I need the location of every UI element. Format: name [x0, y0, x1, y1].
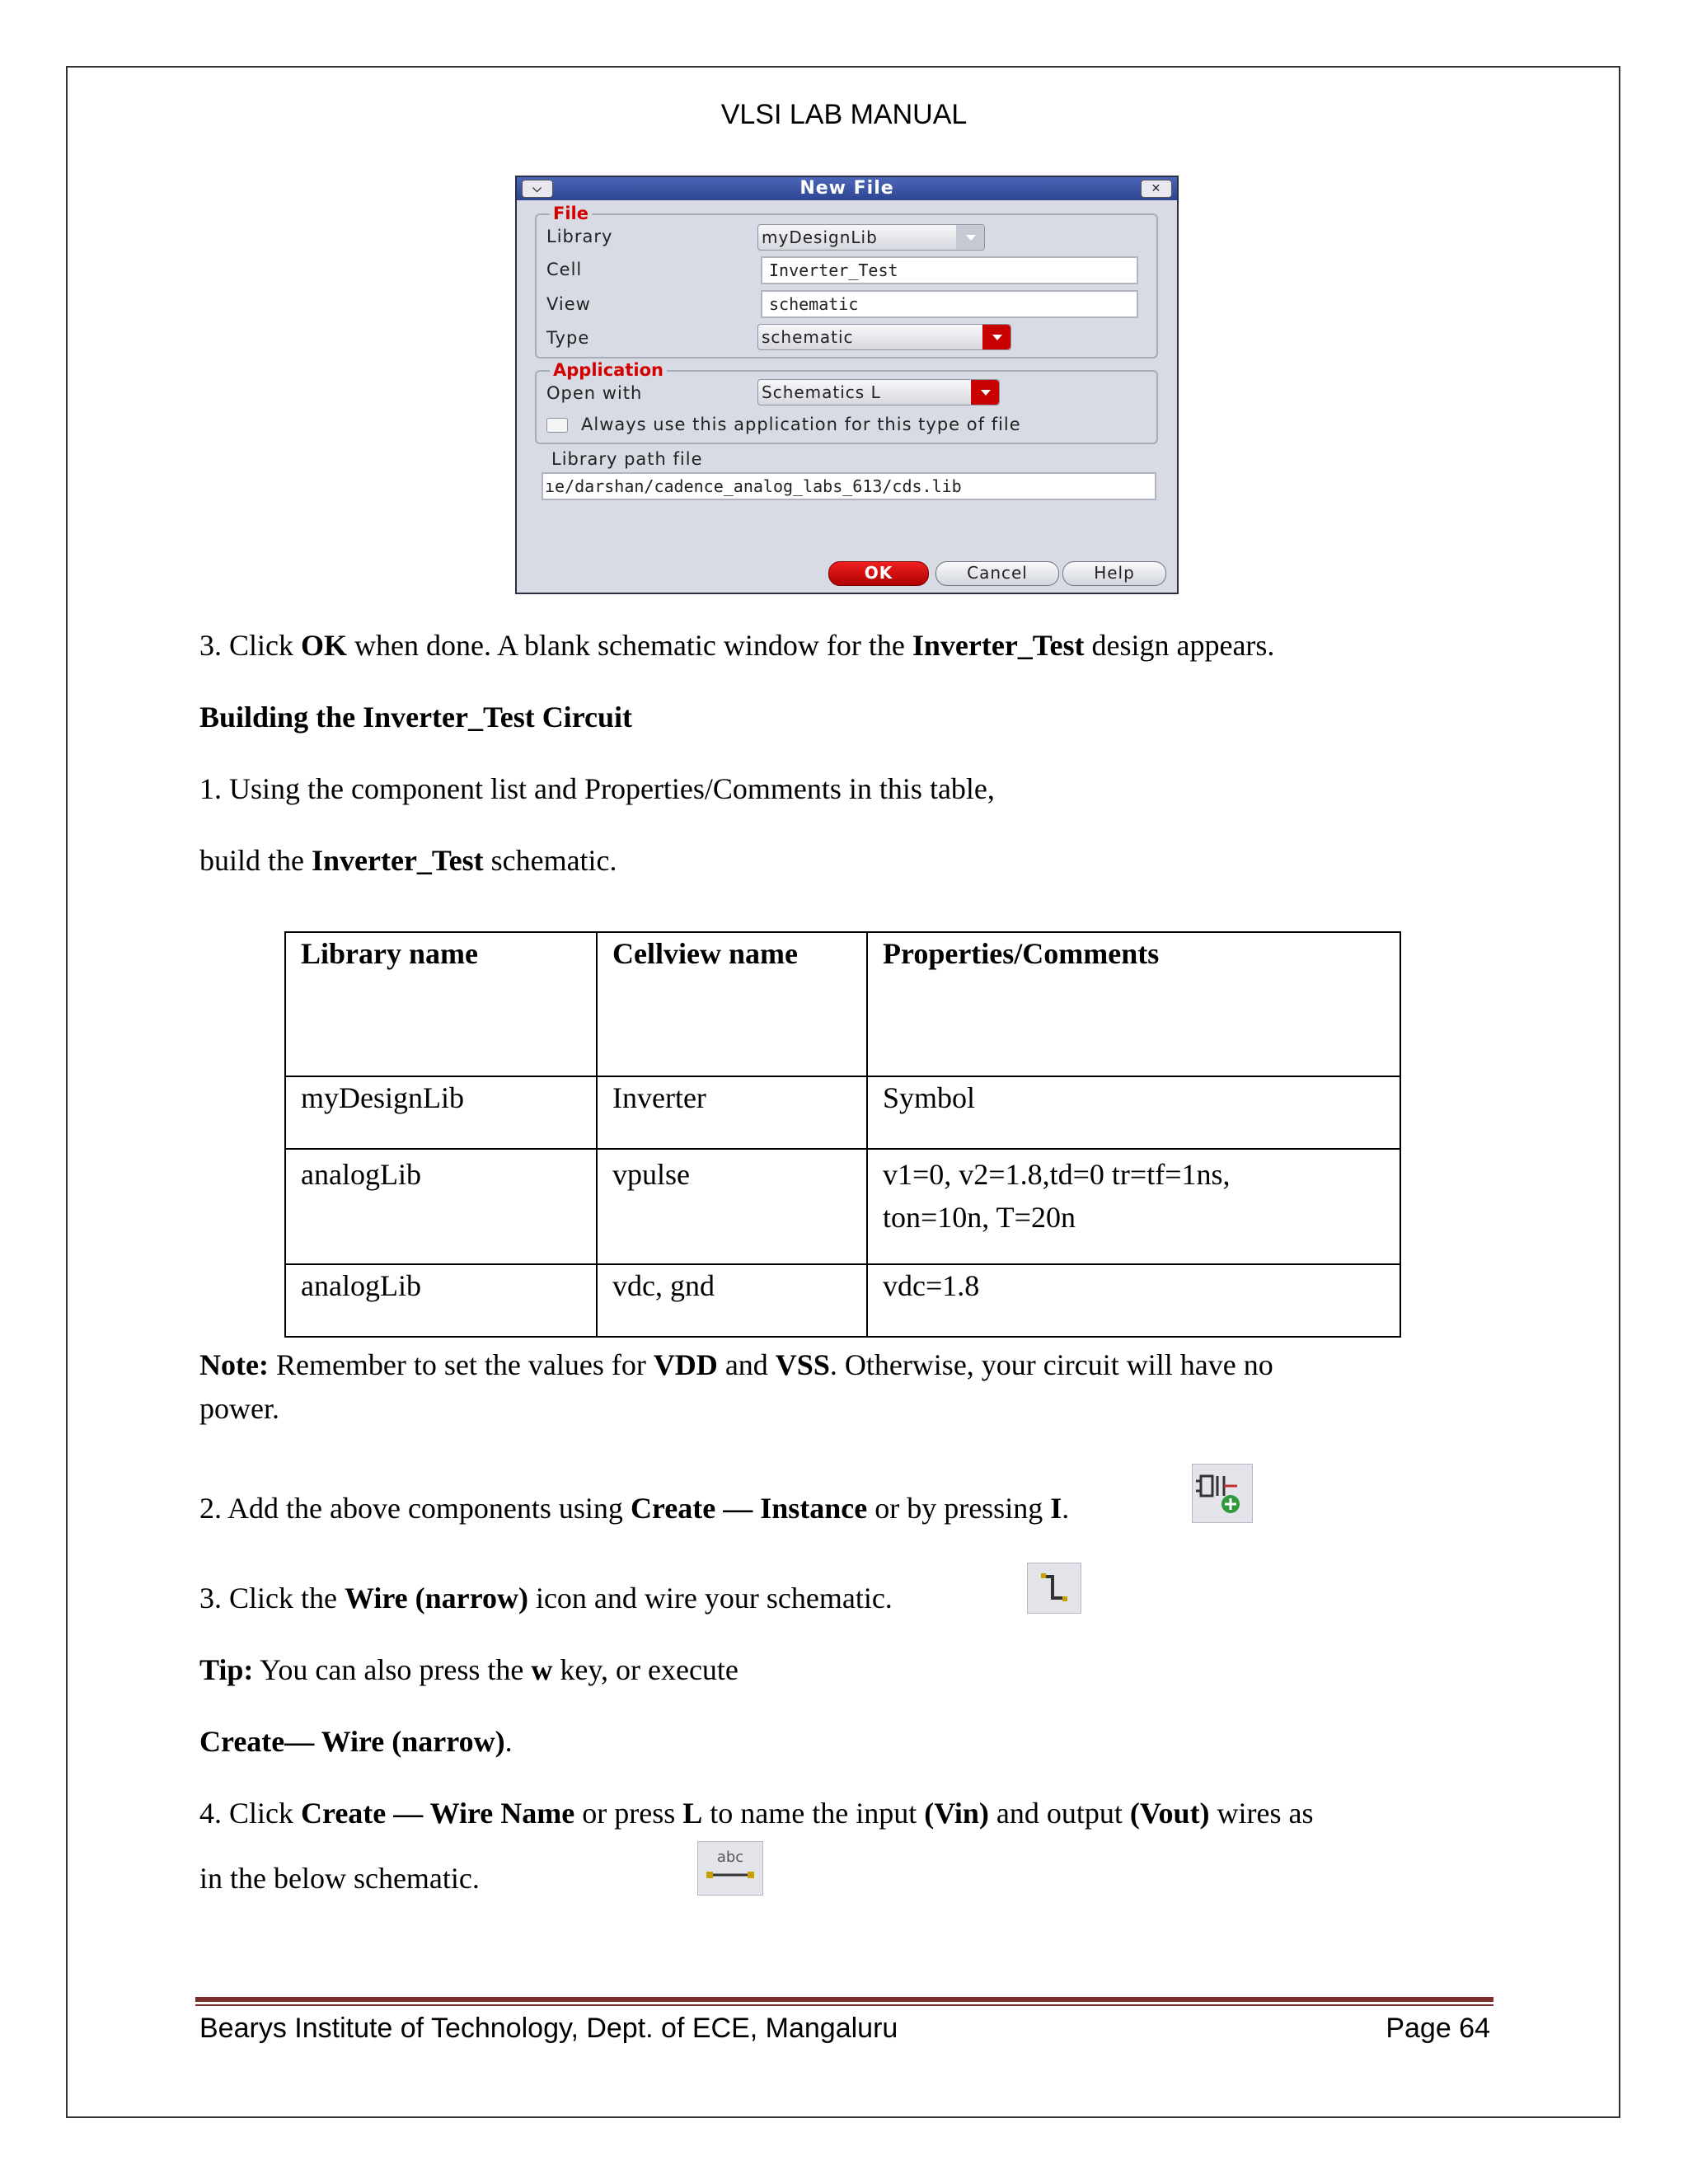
text: . — [1062, 1492, 1070, 1525]
text: and — [717, 1348, 776, 1381]
footer-institution: Bearys Institute of Technology, Dept. of ECE, Mangaluru — [199, 2013, 898, 2044]
close-icon[interactable]: ✕ — [1141, 180, 1172, 198]
new-file-dialog — [515, 176, 1179, 594]
text: 4. Click — [199, 1797, 301, 1830]
dialog-titlebar — [517, 177, 1177, 200]
note-paragraph — [199, 1347, 1273, 1382]
text: wires as — [1209, 1797, 1314, 1830]
dialog-title: New File — [799, 178, 894, 199]
text-bold: w — [531, 1653, 553, 1686]
text-bold: L — [682, 1797, 703, 1830]
table-cell: Symbol — [867, 1076, 1400, 1149]
header-title: VLSI LAB MANUAL — [720, 99, 968, 130]
note-paragraph-cont: power. — [199, 1392, 279, 1425]
table-cell: vdc, gnd — [597, 1264, 867, 1337]
text-bold: Create — Wire Name — [301, 1797, 575, 1830]
type-combo[interactable] — [757, 324, 1011, 350]
table-cell-line: ton=10n, T=20n — [883, 1201, 1076, 1234]
text-bold: VDD — [653, 1348, 718, 1381]
table-cell-line: v1=0, v2=1.8,td=0 tr=tf=1ns, — [883, 1158, 1231, 1191]
text: . — [504, 1725, 513, 1758]
always-use-label: Always use this application for this type of file — [581, 415, 1021, 434]
text-bold: Inverter_Test — [912, 629, 1085, 662]
text: You can also press the — [253, 1653, 532, 1686]
page-number: Page 64 — [1386, 2013, 1490, 2044]
text: . Otherwise, your circuit will have no — [829, 1348, 1273, 1381]
text-bold: OK — [301, 629, 348, 662]
type-label: Type — [546, 328, 590, 348]
footer-divider-thin — [195, 2004, 1493, 2006]
view-label: View — [546, 294, 591, 314]
wire-name-icon-label: abc — [716, 1849, 744, 1866]
text-bold: I — [1050, 1492, 1062, 1525]
type-value: schematic — [762, 327, 854, 347]
text: or press — [574, 1797, 683, 1830]
text: Remember to set the values for — [268, 1348, 654, 1381]
table-row — [285, 1149, 1400, 1264]
text: and output — [988, 1797, 1130, 1830]
footer-divider — [195, 1997, 1493, 2002]
component-table — [284, 931, 1401, 1338]
file-group-legend: File — [550, 204, 592, 223]
library-combo[interactable] — [757, 224, 985, 251]
chevron-down-icon — [982, 325, 1010, 349]
text: to name the input — [702, 1797, 925, 1830]
text-bold: (Vin) — [924, 1797, 989, 1830]
chevron-down-icon[interactable]: ⌵ — [522, 180, 553, 198]
table-cell — [867, 1149, 1400, 1264]
cell-label: Cell — [546, 260, 583, 279]
table-header-cell: Cellview name — [597, 932, 867, 1076]
library-value: myDesignLib — [762, 227, 878, 247]
step4-wire-name — [199, 1796, 1314, 1830]
table-cell: vdc=1.8 — [867, 1264, 1400, 1337]
wire-narrow-icon — [1027, 1563, 1081, 1614]
create-wire-line — [199, 1724, 513, 1759]
create-instance-icon — [1192, 1464, 1253, 1523]
step3-click-ok — [199, 628, 1274, 663]
tip-paragraph — [199, 1652, 738, 1687]
text-bold: (Vout) — [1129, 1797, 1210, 1830]
table-cell: vpulse — [597, 1149, 867, 1264]
text-bold: VSS — [775, 1348, 830, 1381]
step2-add-components — [199, 1491, 1069, 1526]
open-with-combo[interactable] — [757, 379, 1000, 405]
table-row — [285, 1264, 1400, 1337]
open-with-label: Open with — [546, 383, 643, 403]
text-bold: Wire (narrow) — [344, 1582, 528, 1615]
step4-wire-name-cont: in the below schematic. — [199, 1862, 480, 1895]
step1-line2 — [199, 843, 617, 878]
table-row — [285, 1076, 1400, 1149]
step3-wire — [199, 1581, 893, 1615]
help-button[interactable]: Help — [1062, 561, 1166, 586]
open-with-value: Schematics L — [762, 382, 881, 402]
text: icon and wire your schematic. — [528, 1582, 893, 1615]
text-bold: Create— Wire (narrow) — [199, 1725, 505, 1758]
application-group-legend: Application — [550, 360, 667, 380]
table-cell: myDesignLib — [285, 1076, 597, 1149]
view-field[interactable]: schematic — [761, 290, 1138, 318]
table-header-row — [285, 932, 1400, 1076]
text: schematic. — [483, 844, 617, 877]
table-header-cell: Library name — [285, 932, 597, 1076]
table-cell: analogLib — [285, 1149, 597, 1264]
cancel-button[interactable]: Cancel — [935, 561, 1059, 586]
table-cell: Inverter — [597, 1076, 867, 1149]
text: when done. A blank schematic window for the — [347, 629, 912, 662]
ok-button[interactable]: OK — [828, 561, 929, 586]
table-header-cell: Properties/Comments — [867, 932, 1400, 1076]
library-label: Library — [546, 227, 613, 246]
cell-field[interactable]: Inverter_Test — [761, 256, 1138, 284]
text: 3. Click — [199, 629, 301, 662]
chevron-down-icon — [956, 225, 984, 250]
text: 3. Click the — [199, 1582, 345, 1615]
text: 2. Add the above components using — [199, 1492, 631, 1525]
library-path-label: Library path file — [551, 449, 703, 469]
chevron-down-icon — [971, 380, 999, 405]
table-cell: analogLib — [285, 1264, 597, 1337]
text: or by pressing — [867, 1492, 1051, 1525]
tip-label: Tip: — [199, 1653, 254, 1686]
always-use-checkbox[interactable] — [546, 418, 568, 433]
step1-line1: 1. Using the component list and Properties/Comments in this table, — [199, 772, 995, 805]
library-path-field[interactable]: ıe/darshan/cadence_analog_labs_613/cds.lib — [542, 472, 1156, 500]
wire-name-icon — [697, 1841, 763, 1896]
note-label: Note: — [199, 1348, 269, 1381]
text: key, or execute — [552, 1653, 738, 1686]
text-bold: Inverter_Test — [311, 844, 484, 877]
text: build the — [199, 844, 312, 877]
text-bold: Create — Instance — [630, 1492, 868, 1525]
section-heading: Building the Inverter_Test Circuit — [199, 701, 633, 733]
text: design appears. — [1084, 629, 1275, 662]
